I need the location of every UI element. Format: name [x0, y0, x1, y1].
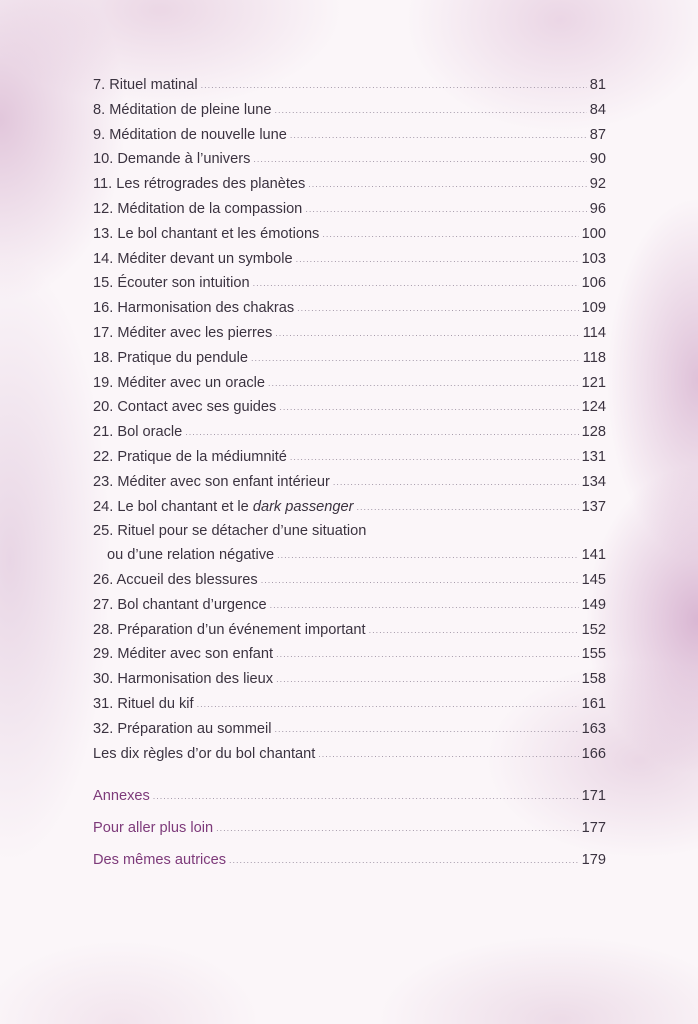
- toc-entry-label: 18. Pratique du pendule: [93, 349, 248, 366]
- toc-entry-page: 141: [581, 547, 606, 564]
- dot-leader: [270, 594, 579, 618]
- toc-entry-page: 121: [581, 374, 606, 391]
- dot-leader: [290, 446, 579, 470]
- toc-entry-page: 166: [581, 745, 606, 762]
- dot-leader: [253, 148, 586, 172]
- toc-entry-11[interactable]: [93, 173, 606, 198]
- toc-entry-21[interactable]: [93, 421, 606, 446]
- toc-entry-page: 81: [589, 77, 606, 93]
- toc-entry-label: 11. Les rétrogrades des planètes: [93, 176, 306, 193]
- toc-section-label: Annexes: [93, 788, 150, 805]
- dot-leader: [297, 297, 578, 321]
- dot-leader: [268, 372, 579, 396]
- toc-entry-18[interactable]: [93, 347, 606, 372]
- toc-entry-page: 134: [581, 473, 606, 490]
- dot-leader: [322, 223, 578, 247]
- toc-entry-13[interactable]: [93, 223, 606, 248]
- toc-entry-22[interactable]: [93, 446, 606, 471]
- toc-entry-page: 149: [581, 596, 606, 613]
- toc-entry-label: 19. Méditer avec un oracle: [93, 374, 265, 391]
- toc-entry-label: 7. Rituel matinal: [93, 77, 198, 93]
- dot-leader: [318, 743, 578, 767]
- toc-entry-page: 155: [581, 646, 606, 663]
- toc-section-page: 179: [581, 851, 606, 868]
- toc-entry-page: 161: [581, 695, 606, 712]
- toc-entry-label: 31. Rituel du kif: [93, 695, 194, 712]
- toc-entry-page: 90: [589, 151, 606, 168]
- toc-section-further-reading[interactable]: [93, 817, 606, 842]
- toc-entry-label: [93, 496, 353, 520]
- toc-entry-label-italic: dark passenger: [252, 498, 354, 515]
- toc-entry-20[interactable]: [93, 396, 606, 421]
- dot-leader: [229, 849, 579, 873]
- toc-section-annexes[interactable]: [93, 785, 606, 810]
- toc-entry-25[interactable]: [93, 520, 606, 569]
- dot-leader: [333, 471, 579, 495]
- toc-entry-page: 118: [582, 349, 606, 366]
- dot-leader: [275, 322, 579, 346]
- toc-entry-label: 15. Écouter son intuition: [93, 275, 250, 292]
- dot-leader: [197, 693, 579, 717]
- toc-entry-line2: [93, 544, 606, 569]
- toc-entry-page: 137: [581, 498, 606, 515]
- dot-leader: [296, 248, 579, 272]
- toc-section-label: Pour aller plus loin: [93, 820, 214, 837]
- toc-entry-golden-rules[interactable]: [93, 743, 606, 768]
- toc-entry-label: 13. Le bol chantant et les émotions: [93, 225, 320, 242]
- toc-entry-label: 30. Harmonisation des lieux: [93, 671, 274, 688]
- toc-entry-page: 92: [589, 176, 606, 193]
- dot-leader: [356, 496, 578, 520]
- dot-leader: [185, 421, 578, 445]
- dot-leader: [253, 272, 579, 296]
- toc-entry-12[interactable]: [93, 198, 606, 223]
- toc-section-same-authors[interactable]: [93, 849, 606, 874]
- toc-entry-32[interactable]: [93, 718, 606, 743]
- toc-entry-label: 8. Méditation de pleine lune: [93, 101, 272, 118]
- dot-leader: [279, 396, 578, 420]
- table-of-contents: [93, 74, 606, 874]
- toc-entry-16[interactable]: [93, 297, 606, 322]
- toc-entry-page: 145: [581, 571, 606, 588]
- toc-entry-page: 84: [589, 101, 606, 118]
- toc-entry-30[interactable]: [93, 668, 606, 693]
- toc-entry-label: 9. Méditation de nouvelle lune: [93, 126, 287, 143]
- toc-entry-label: 28. Préparation d’un événement important: [93, 621, 366, 638]
- toc-section-label: Des mêmes autrices: [93, 851, 227, 868]
- toc-entry-label: 26. Accueil des blessures: [93, 571, 258, 588]
- toc-entry-17[interactable]: [93, 322, 606, 347]
- toc-entry-page: 109: [581, 300, 606, 317]
- toc-entry-15[interactable]: [93, 272, 606, 297]
- toc-entry-label: 29. Méditer avec son enfant: [93, 646, 274, 663]
- dot-leader: [369, 619, 579, 643]
- toc-entry-26[interactable]: [93, 569, 606, 594]
- dot-leader: [305, 198, 586, 222]
- dot-leader: [216, 817, 579, 841]
- dot-leader: [276, 668, 579, 692]
- toc-entry-page: 114: [582, 324, 606, 341]
- toc-entry-page: 103: [581, 250, 606, 267]
- toc-entry-label: Les dix règles d’or du bol chantant: [93, 745, 316, 762]
- toc-entry-label: 17. Méditer avec les pierres: [93, 324, 273, 341]
- dot-leader: [261, 569, 579, 593]
- dot-leader: [277, 544, 578, 568]
- toc-entry-9[interactable]: [93, 124, 606, 149]
- toc-section-page: 177: [581, 820, 606, 837]
- toc-entry-page: 96: [589, 200, 606, 217]
- toc-entry-page: 152: [581, 621, 606, 638]
- dot-leader: [201, 74, 587, 98]
- dot-leader: [251, 347, 580, 371]
- toc-entry-label: 22. Pratique de la médiumnité: [93, 448, 287, 465]
- toc-section-page: 171: [581, 788, 606, 805]
- toc-entry-10[interactable]: [93, 148, 606, 173]
- dot-leader: [274, 718, 578, 742]
- dot-leader: [290, 124, 587, 148]
- dot-leader: [308, 173, 586, 197]
- toc-entry-27[interactable]: [93, 594, 606, 619]
- toc-entry-label-line2: ou d’une relation négative: [107, 547, 275, 564]
- toc-entry-page: 100: [581, 225, 606, 242]
- toc-entry-28[interactable]: [93, 619, 606, 644]
- toc-entry-label: 27. Bol chantant d’urgence: [93, 596, 267, 613]
- toc-entry-8[interactable]: [93, 99, 606, 124]
- toc-entry-label-line1: 25. Rituel pour se détacher d’une situation: [93, 523, 367, 540]
- toc-entry-label: 12. Méditation de la compassion: [93, 200, 303, 217]
- toc-entry-page: 163: [581, 720, 606, 737]
- toc-entry-31[interactable]: [93, 693, 606, 718]
- dot-leader: [276, 643, 579, 667]
- toc-entry-label: 16. Harmonisation des chakras: [93, 300, 295, 317]
- toc-entry-23[interactable]: [93, 471, 606, 496]
- toc-entry-29[interactable]: [93, 643, 606, 668]
- toc-entry-page: 106: [581, 275, 606, 292]
- toc-entry-page: 158: [581, 671, 606, 688]
- toc-entry-label: 32. Préparation au sommeil: [93, 720, 272, 737]
- dot-leader: [153, 785, 579, 809]
- toc-entry-page: 128: [581, 424, 606, 441]
- dot-leader: [275, 99, 587, 123]
- toc-entry-page: 124: [581, 399, 606, 416]
- toc-entry-label: 14. Méditer devant un symbole: [93, 250, 293, 267]
- toc-entry-24[interactable]: [93, 496, 606, 521]
- toc-entry-label: 23. Méditer avec son enfant intérieur: [93, 473, 330, 490]
- toc-entry-label: 20. Contact avec ses guides: [93, 399, 277, 416]
- toc-entry-page: 131: [581, 448, 606, 465]
- toc-entry-14[interactable]: [93, 248, 606, 273]
- toc-entry-page: 87: [589, 126, 606, 143]
- toc-entry-label-prefix: 24. Le bol chantant et le: [93, 498, 253, 515]
- toc-entry-7[interactable]: [93, 74, 606, 99]
- toc-entry-label: 10. Demande à l’univers: [93, 151, 251, 168]
- toc-entry-label: 21. Bol oracle: [93, 424, 183, 441]
- toc-entry-19[interactable]: [93, 372, 606, 397]
